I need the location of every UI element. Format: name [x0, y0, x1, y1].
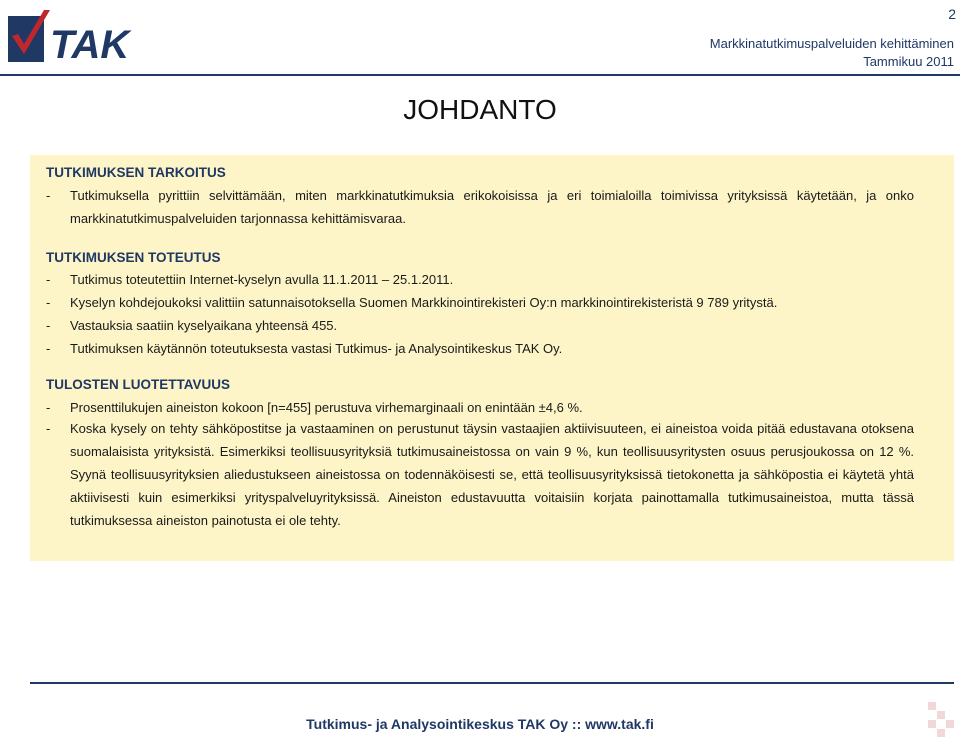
list-item-text: Kyselyn kohdejoukoksi valittiin satunnaisotoksella Suomen Markkinointirekisteri Oy:n markkinointirekisteristä 9 789 yritystä. — [70, 295, 778, 310]
section-heading-purpose: TUTKIMUKSEN TARKOITUS — [46, 165, 226, 180]
list-item — [46, 337, 914, 360]
list-item — [46, 291, 914, 314]
bullet-marker: - — [46, 272, 51, 287]
bullet-marker: - — [46, 341, 51, 356]
bullet-marker: - — [46, 188, 51, 203]
list-item-text: Tutkimus toteutettiin Internet-kyselyn avulla 11.1.2011 – 25.1.2011. — [70, 272, 454, 287]
header-divider — [0, 74, 960, 76]
list-item — [46, 396, 914, 419]
list-item — [46, 314, 914, 337]
list-item-text: Koska kysely on tehty sähköpostitse ja vastaaminen on perustunut täysin vastaajien aktiivisuuteen, ei aineistoa voida pitää edustavana otoksena suomalaisista yrityksistä. Esimerkiksi teollisuusyrityksiä tutkimusaineistossa on vain 9 %, kun teollisuusyritysten osuus perusjoukossa on 12 %. Syynä teollisuusyrityksien aliedustukseen aineistossa on todennäköisesti se, että teollisuusyrityksissä tietokonetta ja sähköpostia ei käytetä yhtä aktiivisesti kuin esimerkiksi yrityspalveluyrityksissä. Aineiston edustavuutta voitaisiin korjata painottamalla tutkimusaineistoa, mutta tässä tutkimuksessa aineiston painotusta ei ole tehty. — [70, 421, 914, 528]
bullet-marker: - — [46, 318, 51, 333]
bullet-marker: - — [46, 295, 51, 310]
bullet-marker: - — [46, 421, 51, 436]
tak-logo — [6, 6, 146, 70]
list-item-text: Vastauksia saatiin kyselyaikana yhteensä 455. — [70, 318, 338, 333]
footer-decoration — [928, 702, 954, 738]
section-heading-reliability: TULOSTEN LUOTETTAVUUS — [46, 377, 230, 392]
logo-text: TAK — [50, 23, 130, 67]
list-item — [46, 268, 914, 291]
footer-text: Tutkimus- ja Analysointikeskus TAK Oy :: www.tak.fi — [306, 716, 654, 732]
footer-divider — [30, 682, 954, 684]
page-title: JOHDANTO — [403, 94, 557, 125]
bullet-marker: - — [46, 400, 51, 415]
list-item — [46, 184, 914, 230]
list-item-text: Tutkimuksella pyrittiin selvittämään, miten markkinatutkimuksia erikokoisissa ja eri toimialoilla toimivissa yrityksissä käytetään, ja onko markkinatutkimuspalveluiden tarjonnassa kehittämisvaraa. — [70, 188, 914, 226]
page-number: 2 — [948, 6, 956, 22]
list-item-text: Prosenttilukujen aineiston kokoon [n=455] perustuva virhemarginaali on enintään ±4,6 %. — [70, 400, 583, 415]
list-item-text: Tutkimuksen käytännön toteutuksesta vastasi Tutkimus- ja Analysointikeskus TAK Oy. — [70, 341, 563, 356]
document-date: Tammikuu 2011 — [863, 54, 954, 69]
section-heading-implementation: TUTKIMUKSEN TOTEUTUS — [46, 250, 221, 265]
content-panel — [30, 155, 954, 561]
list-item — [46, 417, 914, 557]
document-title: Markkinatutkimuspalveluiden kehittäminen — [709, 36, 954, 51]
